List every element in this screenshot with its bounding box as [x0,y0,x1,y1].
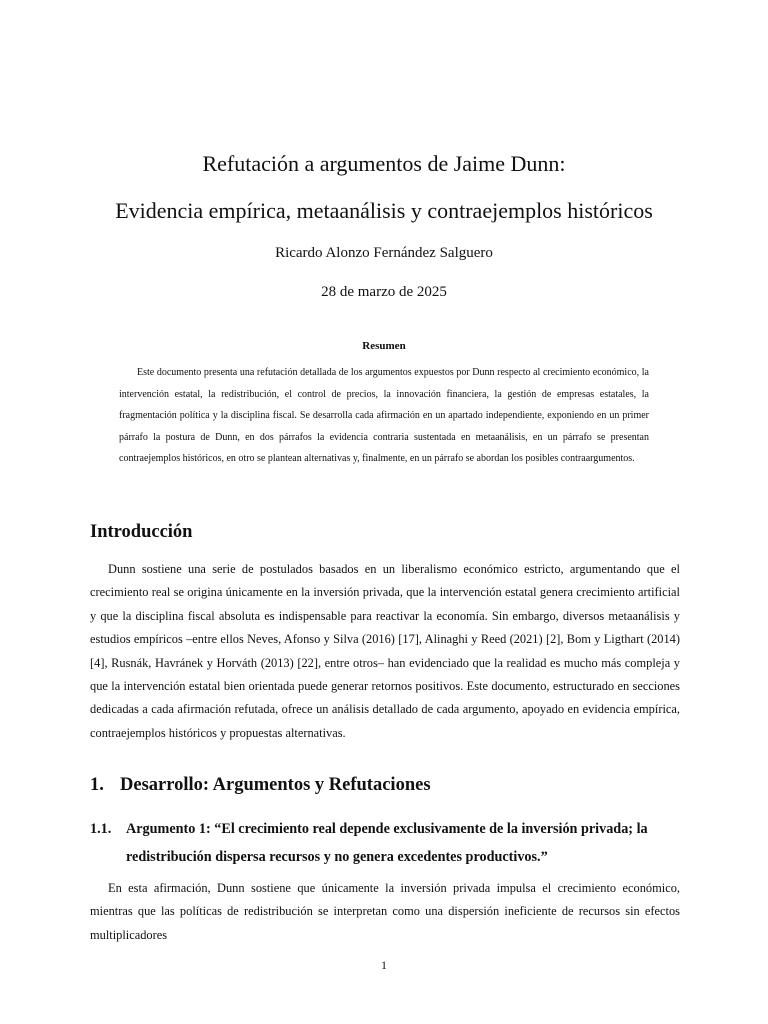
page-number: 1 [381,958,387,972]
abstract-text: Este documento presenta una refutación detallada de los argumentos expuestos por Dunn respecto al crecimiento económico, la intervención estatal, la redistribución, el control de precios, la innovación financiera, la gestión de empresas estatales, la fragmentación política y la disciplina fiscal. Se desarrolla cada afirmación en un apartado independiente, exponiendo en un primer párrafo la postura de Dunn, en dos párrafos la evidencia contraria sustentada en metaanálisis, en un párrafo se presentan contraejemplos históricos, en otro se plantean alternativas y, finalmente, en un párrafo se abordan los posibles contraargumentos. [119,367,649,465]
section-1-title: Desarrollo: Argumentos y Refutaciones [120,775,431,795]
introduction-paragraph: Dunn sostiene una serie de postulados basados en un liberalismo económico estricto, argumentando que el crecimiento real se origina únicamente en la inversión privada, que la intervención estatal genera crecimiento artificial y que la disciplina fiscal absoluta es indispensable para reactivar la economía. Sin embargo, diversos metaanálisis y estudios empíricos –entre ellos Neves, Afonso y Silva (2016) [17], Alinaghi y Reed (2021) [2], Bom y Ligthart (2014) [4], Rusnák, Havránek y Horváth (2013) [22], entre otros– han evidenciado que la realidad es mucho más compleja y que la intervención estatal bien orientada puede generar retornos positivos. Este documento, estructurado en secciones dedicadas a cada afirmación refutada, ofrece un análisis detallado de cada argumento, apoyado en evidencia empírica, contraejemplos históricos y propuestas alternativas. [90,562,680,740]
author-name: Ricardo Alonzo Fernández Salguero [275,245,493,261]
subsection-1-1-paragraph: En esta afirmación, Dunn sostiene que únicamente la inversión privada impulsa el crecimiento económico, mientras que las políticas de redistribución se interpretan como una dispersión ineficiente de recursos sin efectos multiplicadores [90,881,680,942]
abstract-heading: Resumen [362,340,406,352]
paper-title-line2: Evidencia empírica, metaanálisis y contraejemplos históricos [115,198,653,223]
subsection-1-1-title: Argumento 1: “El crecimiento real depende exclusivamente de la inversión privada; la redistribución dispersa recursos y no genera excedentes productivos.” [126,821,648,865]
paper-title-line1: Refutación a argumentos de Jaime Dunn: [202,151,566,176]
subsection-1-1-number: 1.1. [90,821,112,837]
subsection-1-1-heading [90,815,680,871]
section-1-heading [90,775,431,796]
introduction-heading: Introducción [90,522,193,542]
section-1-number: 1. [90,775,104,795]
publication-date: 28 de marzo de 2025 [321,284,447,300]
